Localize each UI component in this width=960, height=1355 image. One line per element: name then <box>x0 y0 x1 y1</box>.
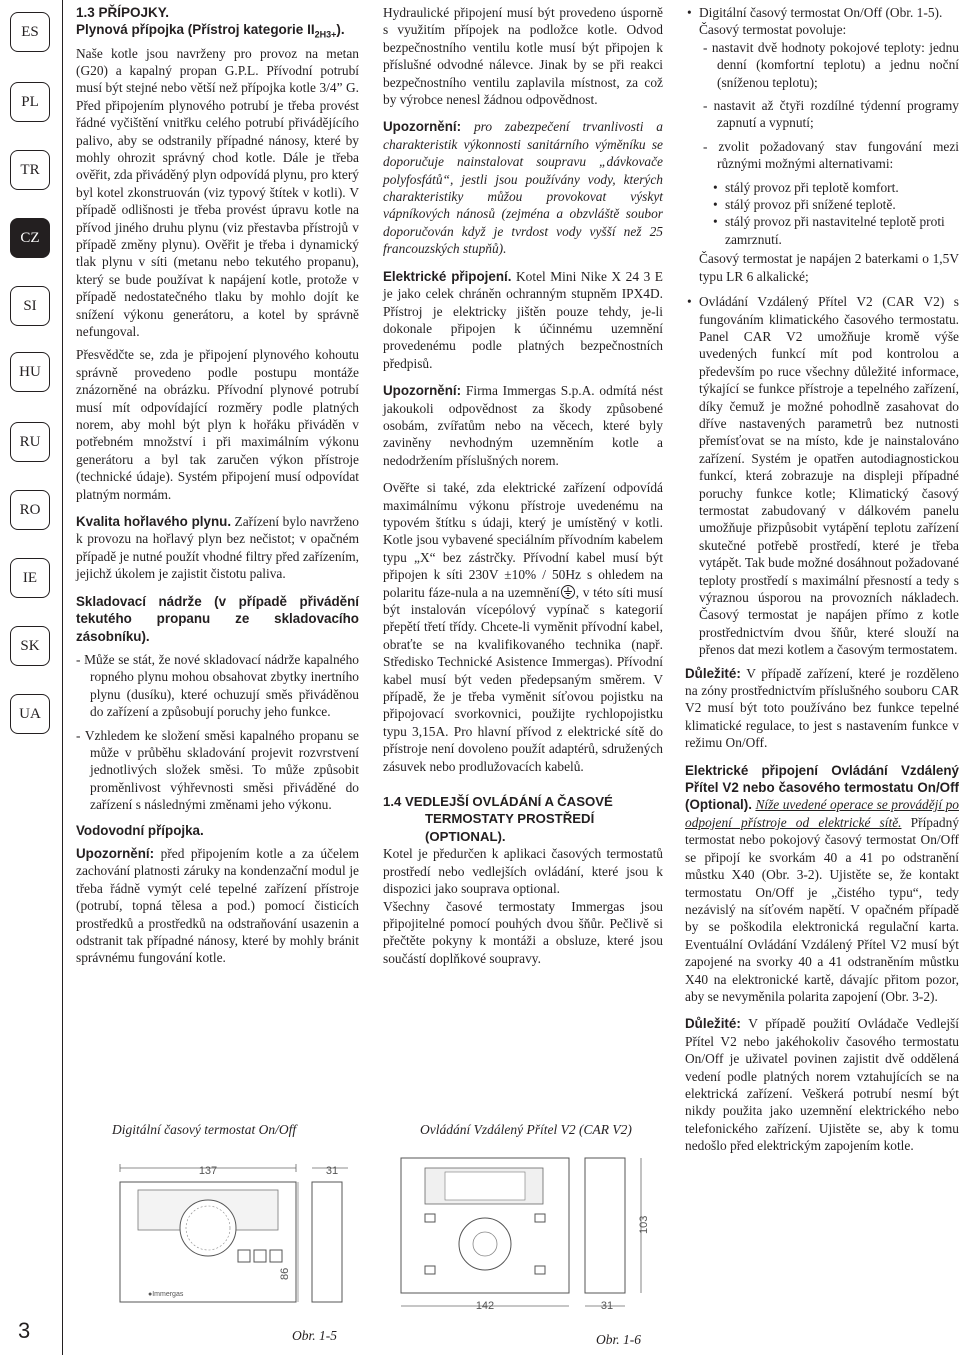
dim-width: 137 <box>198 1165 218 1177</box>
figure-number: Obr. 1-6 <box>596 1332 642 1347</box>
tab-si[interactable]: SI <box>10 286 50 326</box>
mode-item: • stálý provoz při teplotě komfort. <box>725 179 959 196</box>
car-electric-text: Případný termostat nebo pokojový časový termostat On/Off se připojí ke svorkám 40 a 41 po odstranění můstku X40 (Obr. 3-2). Ujistěte se, že kontakt termostatu On/Off je „čistého typu“, tedy nezávislý na síťovém napětí. V opačném případě by se poškodila elektronická regulační karta. Eventuální Ovládání Vzdálený Přítel V2 musí být zapojené na svorky 40 a 41 odstraněním můstku X40 na elektronické kartě, dávajíc přitom pozor, aby se nevyměnila polarita zapojení (Obr. 3-2). <box>685 814 960 1004</box>
water-title: Vodovodní přípojka. <box>76 822 204 838</box>
important-1-text: V případě zařízení, které je rozděleno na zóny prostřednictvím příslušného souboru CAR V2 musí být toto používáno bez funkce tepelné klimatické regulace, to jest s nastavením funkce v režimu On/Off. <box>685 665 959 751</box>
important-2 <box>685 1015 959 1154</box>
digital-thermostat-text: Digitální časový termostat On/Off (Obr. 1-5). Časový termostat povoluje: <box>699 5 943 38</box>
figure-car-v2 <box>420 1122 680 1138</box>
electric-check-text-2: , v této síti musí být instalován vícepólový vypínač s kategorií přepětí třetí třídy. Chcete-li vyměnit přívodní kabel, obraťte se na kvalifikovaného technika (např. Středisko Technické Asistence Immergas). Přívodní kabel musí být veden předepsaným směrem. V případě, že je třeba vyměnit síťovou pojistku na připojovací svorkovnici, použijte rychlopojistku typu 3,15A. Pro hlavní přívod z elektrické sítě do přístroje není dovoleno použít adaptérů, sdružených zásuvek nebo prodlužovacích kabelů. <box>383 584 663 774</box>
car-electric-title: Elektrické připojení Ovládání Vzdálený Přítel V2 nebo časového termostatu On/Off (Optional). <box>685 762 959 813</box>
gas-title-end: ). <box>336 22 345 38</box>
firm-warning-text: Firma Immergas S.p.A. odmítá nést jakoukoli odpovědnost za škody způsobené osobám, zvířatům nebo na věcech, které byly zaviněny nevhodným uzemněním kotle a nedodržením příslušných norem. <box>383 383 663 468</box>
tab-es[interactable]: ES <box>10 12 50 52</box>
tab-ua[interactable]: UA <box>10 694 50 734</box>
tab-ru[interactable]: RU <box>10 422 50 462</box>
tab-ie[interactable]: IE <box>10 558 50 598</box>
note-title: Upozornění: <box>383 119 462 135</box>
dim-depth: 31 <box>325 1165 339 1177</box>
electric-check-text: Ověřte si také, zda elektrické zařízení odpovídá maximálnímu výkonu přístroje uvedenému na typovém štítku s údaji, který je umístěný v kotli. Kotle jsou vybavené speciálním přívodním kabelem typu „X“ bez zástrčky. Přívodní kabel musí být připojen k síti 230V ±10% / 50Hz s ohledem na polaritu fáze-nula a na uzemnění <box>383 480 663 600</box>
car-electric-warning: Níže uvedené operace se provádějí po odpojení přístroje od elektrické sítě. <box>685 797 959 830</box>
gas-quality-paragraph <box>76 513 359 583</box>
figure-digital-thermostat <box>112 1122 372 1138</box>
gas-quality-title: Kvalita hořlavého plynu. <box>76 514 232 530</box>
gas-tap-paragraph: Přesvědčte se, zda je připojení plynového kohoutu správně provedeno podle postupu montáže znázorněné na obrázku. Přívodní plynové potrubí musí mít odpovídající rozměry podle platných norem, aby mohl být plyn k hořáku přiváděn v potřebném množství i při maximálním výkonu generátoru a byl tak zaručen výkon přístroje (technické údaje). Systém připojení musí odpovídat platným normám. <box>76 347 359 502</box>
figure-caption: Digitální časový termostat On/Off <box>112 1122 297 1137</box>
water-warning <box>76 845 359 967</box>
car-v2-drawing <box>385 1148 675 1323</box>
digital-thermostat-drawing <box>108 1160 358 1320</box>
section-heading-line: TERMOSTATY PROSTŘEDÍ <box>425 811 595 827</box>
column-1 <box>76 4 359 973</box>
electric-text: Kotel Mini Nike X 24 3 E je jako celek chráněn ochranným stupněm IPX4D. Přístroj je elektricky jištěn pouze tehdy, je-li dokonale připojen k účinnému uzemnění provedenému podle platných bezpečnostních předpisů. <box>383 268 663 371</box>
tank-item: - Vzhledem ke složení směsi kapalného propanu se může v průběhu skladování projevit rozvrstvení jednotlivých složek směsi. To může způsobit proměnlivost výhřevnosti směsi přiváděné do zařízení s následnými změnami jeho výkonu. <box>76 727 359 813</box>
sub-item: - zvolit požadovaný stav fungování mezi různými možnými alternativami: <box>703 138 959 172</box>
tab-ro[interactable]: RO <box>10 490 50 530</box>
page-number: 3 <box>18 1318 31 1343</box>
tab-pl[interactable]: PL <box>10 82 50 122</box>
car-electric-paragraph <box>685 762 959 1006</box>
firm-warning <box>383 382 663 469</box>
list-item <box>699 293 959 659</box>
gas-quality-text: Zařízení bylo navrženo k provozu na hořlavý plyn bez nečistot; v opačném případě je nutné použít vhodné filtry před zařízením, jejichž úkolem je zajistit čistotu paliva. <box>76 514 359 582</box>
section-heading-1-4 <box>383 793 663 845</box>
dim-width: 142 <box>475 1300 495 1312</box>
tank-item: - Může se stát, že nové skladovací nádrže kapalného ropného plynu mohou obsahovat zbytky inertního plynu (dusíku), které ochuzují směs přiváděnou do zařízení a způsobují poruchy jeho funkce. <box>76 651 359 720</box>
list-item <box>699 4 959 285</box>
dim-depth: 31 <box>600 1300 614 1312</box>
car-description: • Ovládání Vzdálený Přítel V2 (CAR V2) s fungováním klimatického časového termostatu. Panel CAR V2 umožňuje kromě výše uvedených funkcí mít pod kontrolou a především po ruce všechny důležité informace, týkající se funkce přístroje a tepelného zařízení, díky čemuž je možné pohodlně zasahovat do dříve nastavených parametrů bez nutnosti přemísťovat se na místo, kde je nainstalováno zařízení. Systém je opatřen autodiagnostickou funkcí, která zobrazuje na displeji případné poruchy funkce kotle; Klimatický časový termostat zabudovaný v dálkovém panelu umožňuje přizpůsobit vytápění teplotu zařízení skutečné potřebě prostředí, které je třeba vytápět. Tak bude možné dosáhnout požadované teploty prostředí s maximální přesností a tedy s výraznou úsporou na provozních nákladech. Časový termostat je napájen přímo z kotle prostřednictvím dvou šňůr, které slouží na přenos dat mezi kotlem a časovým termostatem. <box>699 294 959 658</box>
tab-hu[interactable]: HU <box>10 352 50 392</box>
gas-category-sub: 2H3+ <box>314 30 337 41</box>
tab-sk[interactable]: SK <box>10 626 50 666</box>
thermostat-list <box>685 4 959 659</box>
water-warning-title: Upozornění: <box>76 845 155 861</box>
tab-tr[interactable]: TR <box>10 150 50 190</box>
gas-connection-title <box>76 21 359 44</box>
important-1 <box>685 665 959 752</box>
important-1-title: Důležité: <box>685 665 741 681</box>
mode-item: • stálý provoz při snížené teplotě. <box>725 196 959 213</box>
electric-check-paragraph <box>383 479 663 775</box>
firm-warning-title: Upozornění: <box>383 383 462 399</box>
hydraulic-paragraph: Hydraulické připojení musí být provedeno úsporně s využitím přípojek na podložce kotle. Odvod bezpečnostního ventilu kotle musí být připojen k příslušné odvodné nálevce. Jinak by se při reakci bezpečnostního ventilu zaplavila místnost, za což by výrobce nenesl žádnou odpovědnost. <box>383 5 663 108</box>
brand-logo: ●Immergas <box>148 1291 184 1298</box>
electric-paragraph <box>383 268 663 372</box>
figure-caption: Ovládání Vzdálený Přítel V2 (CAR V2) <box>420 1122 632 1137</box>
polyphosphate-note <box>383 118 663 257</box>
optional-paragraph: Kotel je předurčen k aplikaci časových termostatů prostředí nebo vedlejších ovládání, které jsou k dispozici jako souprava optional. <box>383 846 663 897</box>
water-warning-text: před připojením kotle a za účelem zachování platnosti záruky na kondenzační modul je třeba řádně vymýt celé tepelné zařízení přístroje (potrubí, topná tělesa a pod.) pomocí čisticích prostředků a prostředků na odstraňování usazenin a odstranit tak případné nánosy, které by mohly bránit správnému fungování kotle. <box>76 845 359 966</box>
section-heading-line: (OPTIONAL). <box>425 828 506 844</box>
mode-list <box>699 179 959 249</box>
column-2 <box>383 4 663 973</box>
gas-title-text: Plynová přípojka (Přístroj kategorie II <box>76 22 315 38</box>
tank-title: Skladovací nádrže (v případě přivádění tekutého propanu ze skladovacího zásobníku). <box>76 593 359 644</box>
gas-paragraph: Naše kotle jsou navrženy pro provoz na metan (G20) a kapalný propan G.P.L. Přívodní potrubí musí být stejné nebo větší než přípojka kotle 3/4” G. Před připojením plynového potrubí je třeba provést řádné vyčištění vnitřku celého potrubí přivádějícího palivo, aby se odstranily případné nánosy, které by mohly ohrozit správný chod kotle. Dále je třeba ověřit, zda přiváděný plyn odpovídá plynu, pro který byl kotel zkonstruován (viz typový štítek v kotli). V případě odlišnosti je třeba provést úpravu kotle na přívod jiného druhu plynu (viz přestavba přístrojů v případě změny plynu). Ověřit je třeba i dynamický tlak plynu v síti (metanu nebo tekutého propanu), který se bude používat k napájení kotle, protože v případě nedostatečného tlaku by mohlo dojít ke snížení výkonu generátoru, a kotel by správně nefungoval. <box>76 45 359 339</box>
note-text: pro zabezpečení trvanlivosti a charakteristik výkonnosti sanitárního výměníku se doporučuje nainstalovat soupravu „dávkovače polyfosfátů“, jestli jsou používány vody, kterých charakteristiky můžou provokovat výskyt vápníkových nánosů (zejména a obzvláště soubor doporučován když je tvrdost vody vyšší než 25 francouzských stupňů). <box>383 119 663 257</box>
electric-title: Elektrické připojení. <box>383 268 512 284</box>
dim-height: 86 <box>279 1267 291 1280</box>
sidebar-divider <box>62 0 63 1355</box>
sub-item: - nastavit dvě hodnoty pokojové teploty: jednu denní (komfortní teplotu) a jednu noční (sníženou teplotu); <box>703 39 959 90</box>
sub-item: - nastavit až čtyři rozdílné týdenní programy zapnutí a vypnutí; <box>703 98 959 131</box>
important-2-title: Důležité: <box>685 1016 741 1032</box>
section-heading-line: 1.4 VEDLEJŠÍ OVLÁDÁNÍ A ČASOVÉ <box>383 794 613 810</box>
thermostat-paragraph: Všechny časové termostaty Immergas jsou připojitelné pomocí pouhých dvou šňůr. Pečlivě si přečtěte pokyny k montáži a obsluze, které jsou součástí doplňkové soupravy. <box>383 898 663 966</box>
tab-cz[interactable]: CZ <box>10 218 50 258</box>
mode-item: • stálý provoz při nastavitelné teplotě proti zamrznutí. <box>725 213 959 248</box>
battery-text: Časový termostat je napájen 2 baterkami o 1,5V typu LR 6 alkalické; <box>699 251 959 284</box>
section-heading-1-3: 1.3 PŘÍPOJKY. <box>76 5 170 20</box>
column-3 <box>685 4 959 1161</box>
ground-icon <box>560 585 576 599</box>
figure-number: Obr. 1-5 <box>292 1328 338 1343</box>
dim-height: 103 <box>638 1215 650 1234</box>
important-2-text: V případě použití Ovládače Vedlejší Přítel V2 nebo jakéhokoliv časového termostatu On/Off je uživatel povinen zajistit dvě oddělená vedení podle platných norem vztahujících se na elektrická zařízení. Veškerá potrubí nesmí být nikdy použita jako uzemnění elektrického nebo telefonického zařízení. Ujistěte se, aby k tomu nedošlo před elektrickým zapojením kotle. <box>685 1016 959 1154</box>
